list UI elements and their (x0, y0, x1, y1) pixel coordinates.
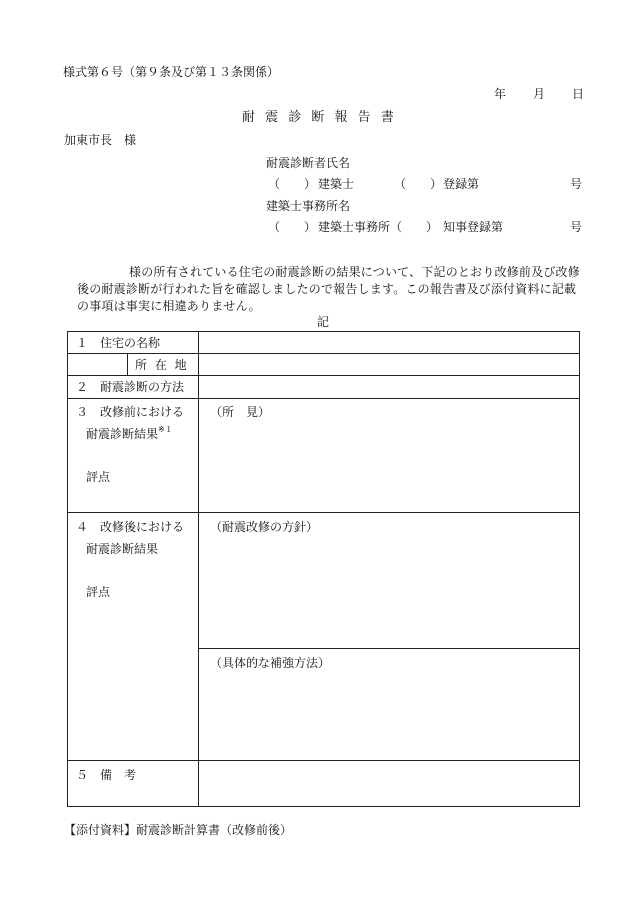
footnote-marker: ※１ (158, 425, 173, 434)
row-house-name-label-cell (68, 332, 199, 354)
office-type-label: 建築士事務所（ ） (318, 220, 439, 234)
location-label: 所 在 地 (135, 358, 189, 372)
date-month-label: 月 (533, 87, 546, 101)
findings-label: （所 見） (210, 405, 271, 419)
registration-class-blank: （ ） (394, 177, 443, 191)
report-table (67, 331, 580, 807)
pre-retrofit-label: ３ 改修前における (76, 405, 185, 419)
post-retrofit-label: ４ 改修後における (76, 520, 185, 534)
location-value-cell[interactable] (199, 354, 580, 376)
location-label-cell (128, 354, 199, 376)
attachment-note: 【添付資料】耐震診断計算書（改修前後） (64, 823, 293, 837)
post-retrofit-result-label: 耐震診断結果 (86, 542, 159, 556)
row-location-spacer (68, 354, 128, 376)
diagnostician-name-label: 耐震診断者氏名 (266, 156, 351, 170)
architect-label: 建築士 (318, 177, 355, 191)
pre-retrofit-score-label: 評点 (86, 470, 111, 484)
house-name-value-cell[interactable] (199, 332, 580, 354)
registration-number-suffix: 号 (570, 177, 583, 191)
pre-retrofit-result-label (86, 425, 173, 441)
method-value-cell[interactable] (199, 376, 580, 399)
page-title: 耐 震 診 断 報 告 書 (242, 110, 397, 125)
retrofit-policy-label: （耐震改修の方針） (210, 520, 319, 534)
retrofit-policy-cell[interactable] (199, 513, 580, 649)
post-retrofit-score-label: 評点 (86, 585, 111, 599)
ki-label: 記 (317, 315, 330, 329)
date-year-label: 年 (494, 87, 507, 101)
reinforcement-method-label: （具体的な補強方法） (210, 656, 331, 670)
intro-paragraph: 様の所有されている住宅の耐震診断の結果について、下記のとおり改修前及び改修後の耐震診断が行われた旨を確認しましたので報告します。この報告書及び添付資料に記載の事項は事実に相違ありません。 (77, 265, 580, 313)
pre-retrofit-result-text: 耐震診断結果 (86, 427, 159, 441)
method-label-cell (68, 376, 199, 399)
form-number: 様式第６号（第９条及び第１３条関係） (63, 65, 280, 79)
diagnosis-method-label: ２ 耐震診断の方法 (76, 380, 185, 394)
pre-retrofit-label-cell (68, 399, 199, 513)
house-name-label: １ 住宅の名称 (76, 336, 161, 350)
architect-class-blank: （ ） (268, 177, 317, 191)
office-class-blank: （ ） (268, 220, 317, 234)
remarks-label-cell (68, 761, 199, 807)
post-retrofit-label-cell (68, 513, 199, 761)
pre-retrofit-content-cell[interactable] (199, 399, 580, 513)
remarks-label: ５ 備 考 (76, 768, 137, 782)
addressee: 加東市長 様 (64, 133, 137, 147)
office-name-label: 建築士事務所名 (266, 199, 351, 213)
office-number-suffix: 号 (570, 220, 583, 234)
remarks-value-cell[interactable] (199, 761, 580, 807)
governor-registration-label: 知事登録第 (443, 220, 504, 234)
date-day-label: 日 (572, 87, 585, 101)
registration-label: 登録第 (443, 177, 480, 191)
reinforcement-method-cell[interactable] (199, 649, 580, 761)
